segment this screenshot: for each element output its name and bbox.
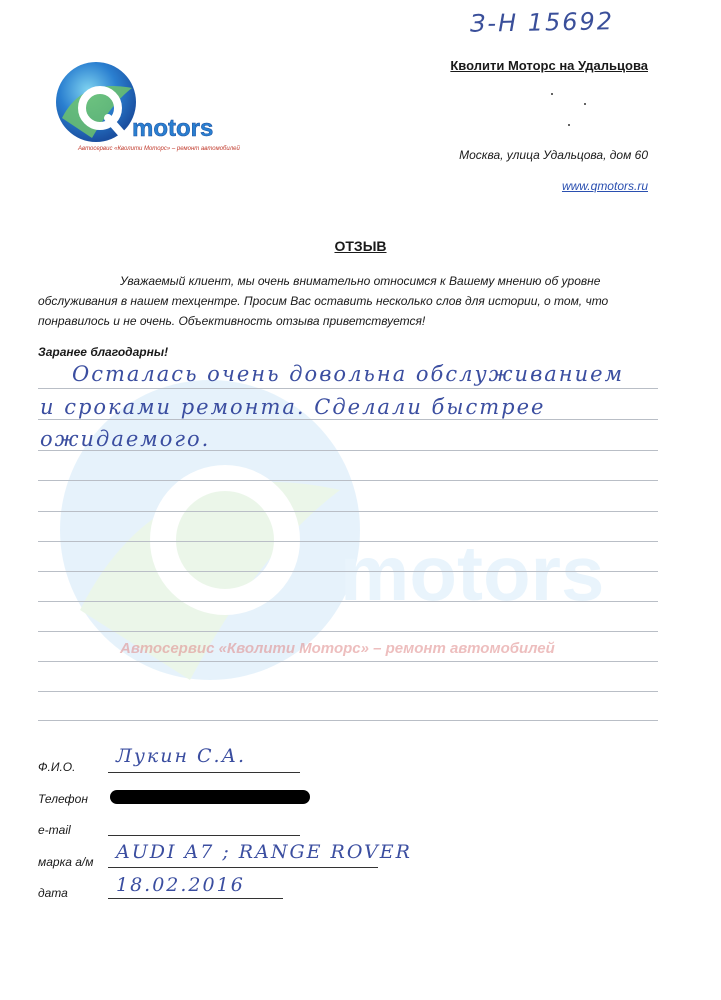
- ruled-line: [38, 720, 658, 721]
- car-value: AUDI A7 ; RANGE ROVER: [116, 841, 412, 863]
- ruled-line: [38, 388, 658, 389]
- speck: [551, 93, 553, 95]
- email-line: [108, 835, 300, 836]
- review-line-2: и сроками ремонта. Сделали быстрее: [40, 395, 546, 419]
- review-line-1: Осталась очень довольна обслуживанием: [72, 362, 625, 386]
- company-name: Кволити Моторс на Удальцова: [450, 58, 648, 73]
- ruled-line: [38, 511, 658, 512]
- email-label: e-mail: [38, 823, 71, 837]
- review-line-3: ожидаемого.: [40, 427, 211, 451]
- intro-text: Уважаемый клиент, мы очень внимательно относимся к Вашему мнению об уровне обслуживания в нашем техцентре. Просим Вас оставить несколько слов для истории, о том, что понравилось и не очень. Объективность отзыва приветствуется!: [38, 274, 609, 328]
- document-title: ОТЗЫВ: [334, 238, 387, 254]
- company-website-link[interactable]: www.qmotors.ru: [561, 179, 648, 193]
- speck: [584, 103, 586, 105]
- ruled-line: [38, 541, 658, 542]
- car-line: [108, 867, 378, 868]
- date-label: дата: [38, 886, 68, 900]
- company-address: Москва, улица Удальцова, дом 60: [459, 148, 648, 162]
- date-value: 18.02.2016: [116, 874, 245, 896]
- handwritten-doc-number: З-Н 15692: [469, 7, 615, 38]
- logo-brand-text: motors: [132, 115, 214, 142]
- date-line: [108, 898, 283, 899]
- watermark-brand-text: motors: [340, 529, 605, 617]
- fio-line: [108, 772, 300, 773]
- watermark-caption: Автосервис «Кволити Моторс» – ремонт автомобилей: [120, 640, 555, 657]
- ruled-line: [38, 601, 658, 602]
- phone-redaction: [110, 790, 310, 804]
- ruled-line: [38, 480, 658, 481]
- speck: [568, 124, 570, 126]
- thanks-text: Заранее благодарны!: [38, 345, 169, 359]
- ruled-line: [38, 631, 658, 632]
- phone-label: Телефон: [38, 792, 88, 806]
- fio-label: Ф.И.О.: [38, 760, 76, 774]
- ruled-line: [38, 571, 658, 572]
- car-label: марка а/м: [38, 855, 94, 869]
- ruled-line: [38, 419, 658, 420]
- fio-value: Лукин С.А.: [116, 745, 247, 767]
- logo-caption: Автосервис «Кволити Моторс» – ремонт автомобилей: [78, 146, 240, 152]
- ruled-line: [38, 661, 658, 662]
- ruled-line: [38, 691, 658, 692]
